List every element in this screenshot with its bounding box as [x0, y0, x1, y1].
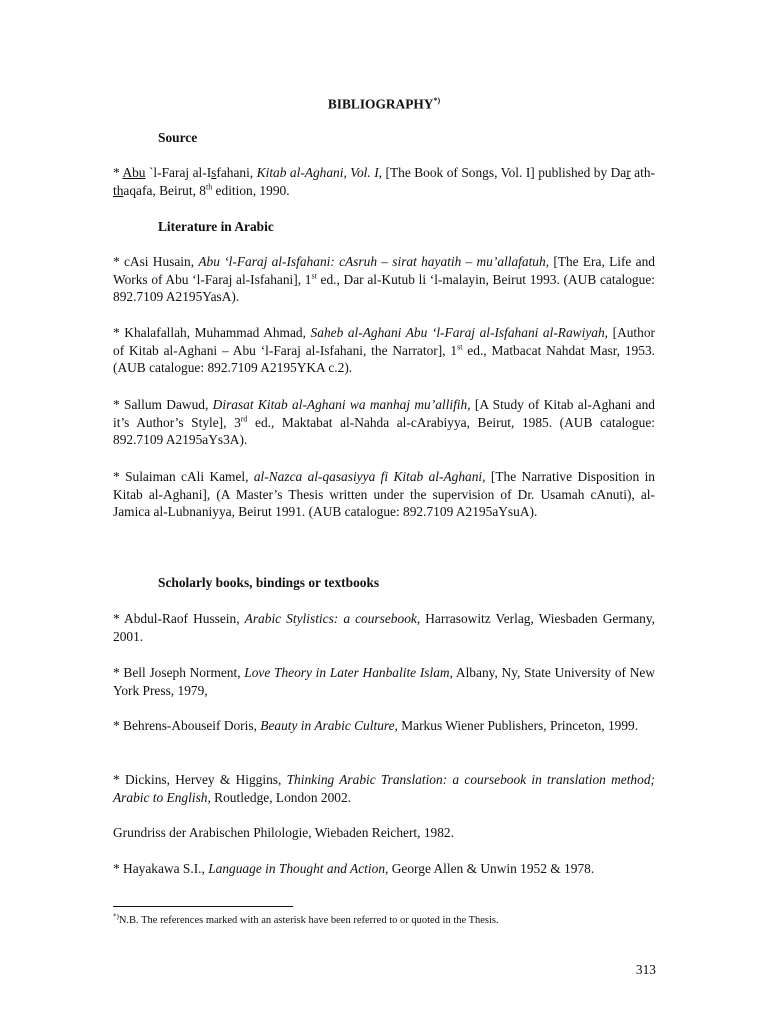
footnote-mark: *): [113, 912, 119, 921]
bibliography-entry: * Abdul-Raof Hussein, Arabic Stylistics: a coursebook, Harrasowitz Verlag, Wiesbaden Germany, 2001.: [113, 611, 655, 644]
bibliography-entry: * Sulaiman cAli Kamel, al-Nazca al-qasasiyya fi Kitab al-Aghani, [The Narrative Disposition in Kitab al-Aghani], (A Master’s Thesis written under the supervision of Dr. Usamah cAnuti), al-Jamica al-Lubnaniyya, Beirut 1991. (AUB catalogue: 892.7109 A2195aYsuA).: [113, 469, 655, 519]
footnote: [113, 914, 655, 927]
bibliography-entry: * Abu `l-Faraj al-Isfahani, Kitab al-Aghani, Vol. I, [The Book of Songs, Vol. I] published by Dar ath-thaqafa, Beirut, 8th edition, 1990.: [113, 165, 655, 198]
section-heading-arabic: Literature in Arabic: [158, 219, 274, 234]
bibliography-entry: Grundriss der Arabischen Philologie, Wiebaden Reichert, 1982.: [113, 825, 454, 840]
page-number: 313: [635, 962, 656, 977]
section-heading-scholarly: Scholarly books, bindings or textbooks: [158, 575, 380, 590]
bibliography-entry: * cAsi Husain, Abu ‘l-Faraj al-Isfahani: cAsruh – sirat hayatih – mu’allafatuh, [The Era, Life and Works of Abu ‘l-Faraj al-Isfahani], 1st ed., Dar al-Kutub li ‘l-malayin, Beirut 1993. (AUB catalogue: 892.7109 A2195YasA).: [113, 254, 655, 304]
footnote-divider: [113, 906, 293, 907]
bibliography-entry: * Dickins, Hervey & Higgins, Thinking Arabic Translation: a coursebook in translation method; Arabic to English, Routledge, London 2002.: [113, 772, 655, 805]
title-note-mark: *): [433, 96, 441, 105]
page-title: [0, 92, 768, 113]
bibliography-entry: * Bell Joseph Norment, Love Theory in Later Hanbalite Islam, Albany, Ny, State University of New York Press, 1979,: [113, 665, 655, 698]
bibliography-entry: * Khalafallah, Muhammad Ahmad, Saheb al-Aghani Abu ‘l-Faraj al-Isfahani al-Rawiyah, [Author of Kitab al-Aghani – Abu ‘l-Faraj al-Isfahani, the Narrator], 1st ed., Matbacat Nahdat Masr, 1953. (AUB catalogue: 892.7109 A2195YKA c.2).: [113, 325, 656, 375]
section-heading-source: Source: [158, 130, 198, 145]
bibliography-entry: * Sallum Dawud, Dirasat Kitab al-Aghani wa manhaj mu’allifih, [A Study of Kitab al-Aghani and it’s Author’s Style], 3rd ed., Maktabat al-Nahda al-cArabiyya, Beirut, 1985. (AUB catalogue: 892.7109 A2195aYs3A).: [113, 397, 655, 447]
title-text: BIBLIOGRAPHY: [327, 96, 434, 112]
bibliography-entry: * Behrens-Abouseif Doris, Beauty in Arabic Culture, Markus Wiener Publishers, Princeton, 1999.: [113, 718, 639, 733]
bibliography-entry: * Hayakawa S.I., Language in Thought and Action, George Allen & Unwin 1952 & 1978.: [113, 861, 595, 876]
footnote-text: N.B. The references marked with an asterisk have been referred to or quoted in the Thesis.: [118, 915, 499, 926]
